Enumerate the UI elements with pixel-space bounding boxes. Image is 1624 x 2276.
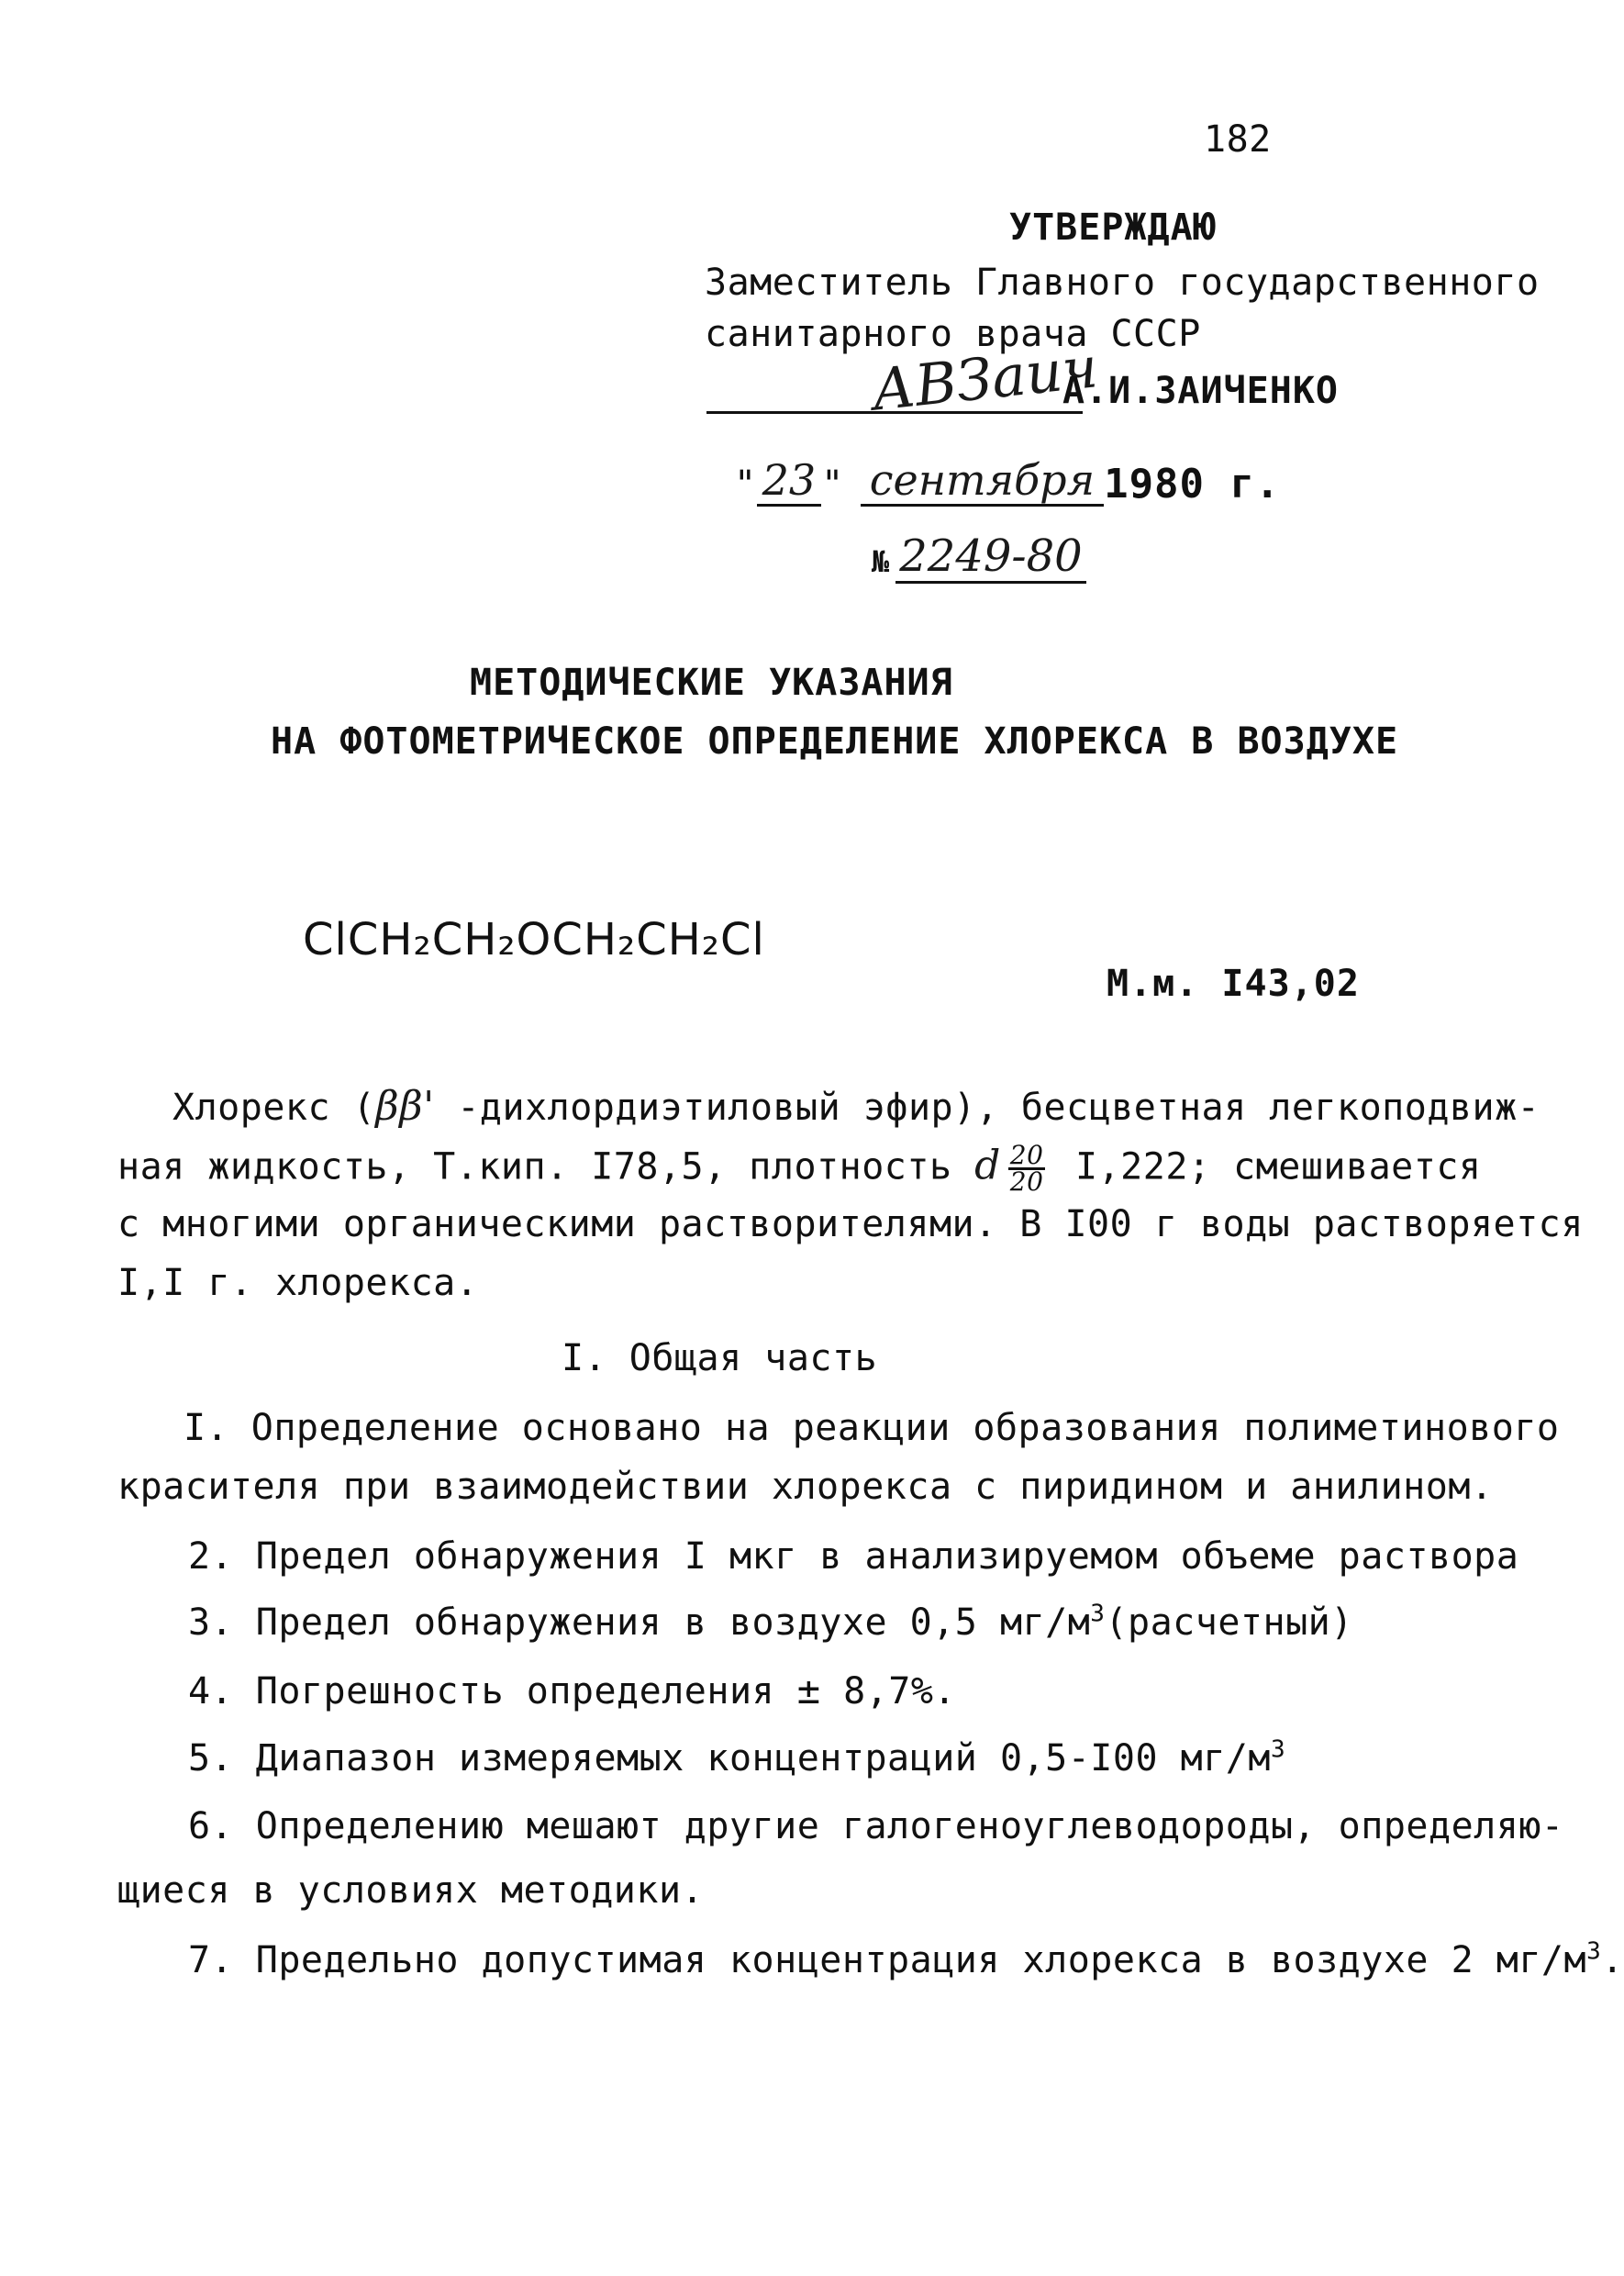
approver-position-line1: Заместитель Главного государственного: [705, 262, 1540, 304]
item-5-superscript: 3: [1270, 1735, 1286, 1764]
section-heading: I. Общая часть: [562, 1337, 878, 1379]
density-symbol: d: [974, 1142, 1001, 1189]
intro-line1-end: -дихлордиэтиловый эфир), бесцветная легкоподвиж-: [434, 1087, 1541, 1129]
item-4-value: 8,7%.: [820, 1670, 957, 1713]
number-prefix: №: [872, 544, 891, 579]
density-fraction: [1008, 1140, 1046, 1197]
date-year: 1980 г.: [1104, 461, 1281, 508]
intro-line3: с многими органическими растворителями. В I00 г воды растворяется: [117, 1203, 1584, 1245]
number-value: 2249-80: [895, 531, 1085, 584]
item-1-line2: красителя при взаимодействии хлорекса с пиридином и анилином.: [117, 1466, 1494, 1508]
approval-date: [734, 452, 1281, 507]
fraction-numerator: 20: [1009, 1140, 1044, 1170]
intro-line1-start: Хлорекс (: [172, 1087, 376, 1129]
title-line2: НА ФОТОМЕТРИЧЕСКОЕ ОПРЕДЕЛЕНИЕ ХЛОРЕКСА В ВОЗДУХЕ: [271, 720, 1399, 763]
item-5-text: 5. Диапазон измеряемых концентраций 0,5-I00 мг/м: [188, 1737, 1271, 1780]
date-quote-open: ": [734, 463, 757, 506]
item-3: [188, 1601, 1353, 1645]
date-month: сентября: [861, 456, 1104, 507]
item-3-note: (расчетный): [1105, 1601, 1353, 1644]
intro-line1: [172, 1085, 1540, 1130]
item-7-period: .: [1601, 1939, 1624, 1981]
beta-symbols: ββ': [375, 1083, 435, 1130]
item-4-text: 4. Погрешность определения: [188, 1670, 797, 1713]
molar-mass: М.м. I43,02: [1107, 963, 1360, 1005]
item-3-superscript: 3: [1090, 1600, 1106, 1628]
item-6-line1: 6. Определению мешают другие галогеноуглеводороды, определяю-: [188, 1805, 1564, 1847]
page-number: 182: [1204, 118, 1272, 161]
chemical-formula: ClCH₂CH₂OCH₂CH₂Cl: [303, 914, 765, 965]
fraction-denominator: 20: [1009, 1166, 1044, 1197]
intro-line2: [117, 1140, 1482, 1197]
approver-position-line2: санитарного врача СССР: [705, 313, 1201, 355]
item-1-line1: I. Определение основано на реакции образования полиметинового: [184, 1407, 1560, 1449]
intro-line4: I,I г. хлорекса.: [117, 1262, 479, 1304]
signature: АВЗаич: [868, 333, 1101, 424]
intro-line2-start: ная жидкость, Т.кип. I78,5, плотность: [117, 1145, 975, 1188]
date-day: 23: [757, 456, 822, 507]
document-number: [872, 529, 1086, 584]
plus-minus-symbol: ±: [796, 1668, 821, 1713]
item-4: [188, 1668, 956, 1713]
date-quote-close: ": [821, 463, 844, 506]
item-7: [188, 1938, 1624, 1982]
approval-header: УТВЕРЖДАЮ: [1009, 206, 1217, 249]
item-7-text: 7. Предельно допустимая концентрация хлорекса в воздухе 2 мг/м: [188, 1939, 1587, 1981]
item-2: 2. Предел обнаружения I мкг в анализируемом объеме раствора: [188, 1535, 1519, 1578]
item-5: [188, 1736, 1285, 1780]
intro-line2-end: I,222; смешивается: [1052, 1145, 1482, 1188]
item-7-superscript: 3: [1586, 1937, 1602, 1966]
approver-name: А.И.ЗАИЧЕНКО: [1062, 370, 1339, 412]
item-6-line2: щиеся в условиях методики.: [117, 1869, 705, 1912]
item-3-text: 3. Предел обнаружения в воздухе 0,5 мг/м: [188, 1601, 1091, 1644]
title-line1: МЕТОДИЧЕСКИЕ УКАЗАНИЯ: [470, 662, 953, 704]
